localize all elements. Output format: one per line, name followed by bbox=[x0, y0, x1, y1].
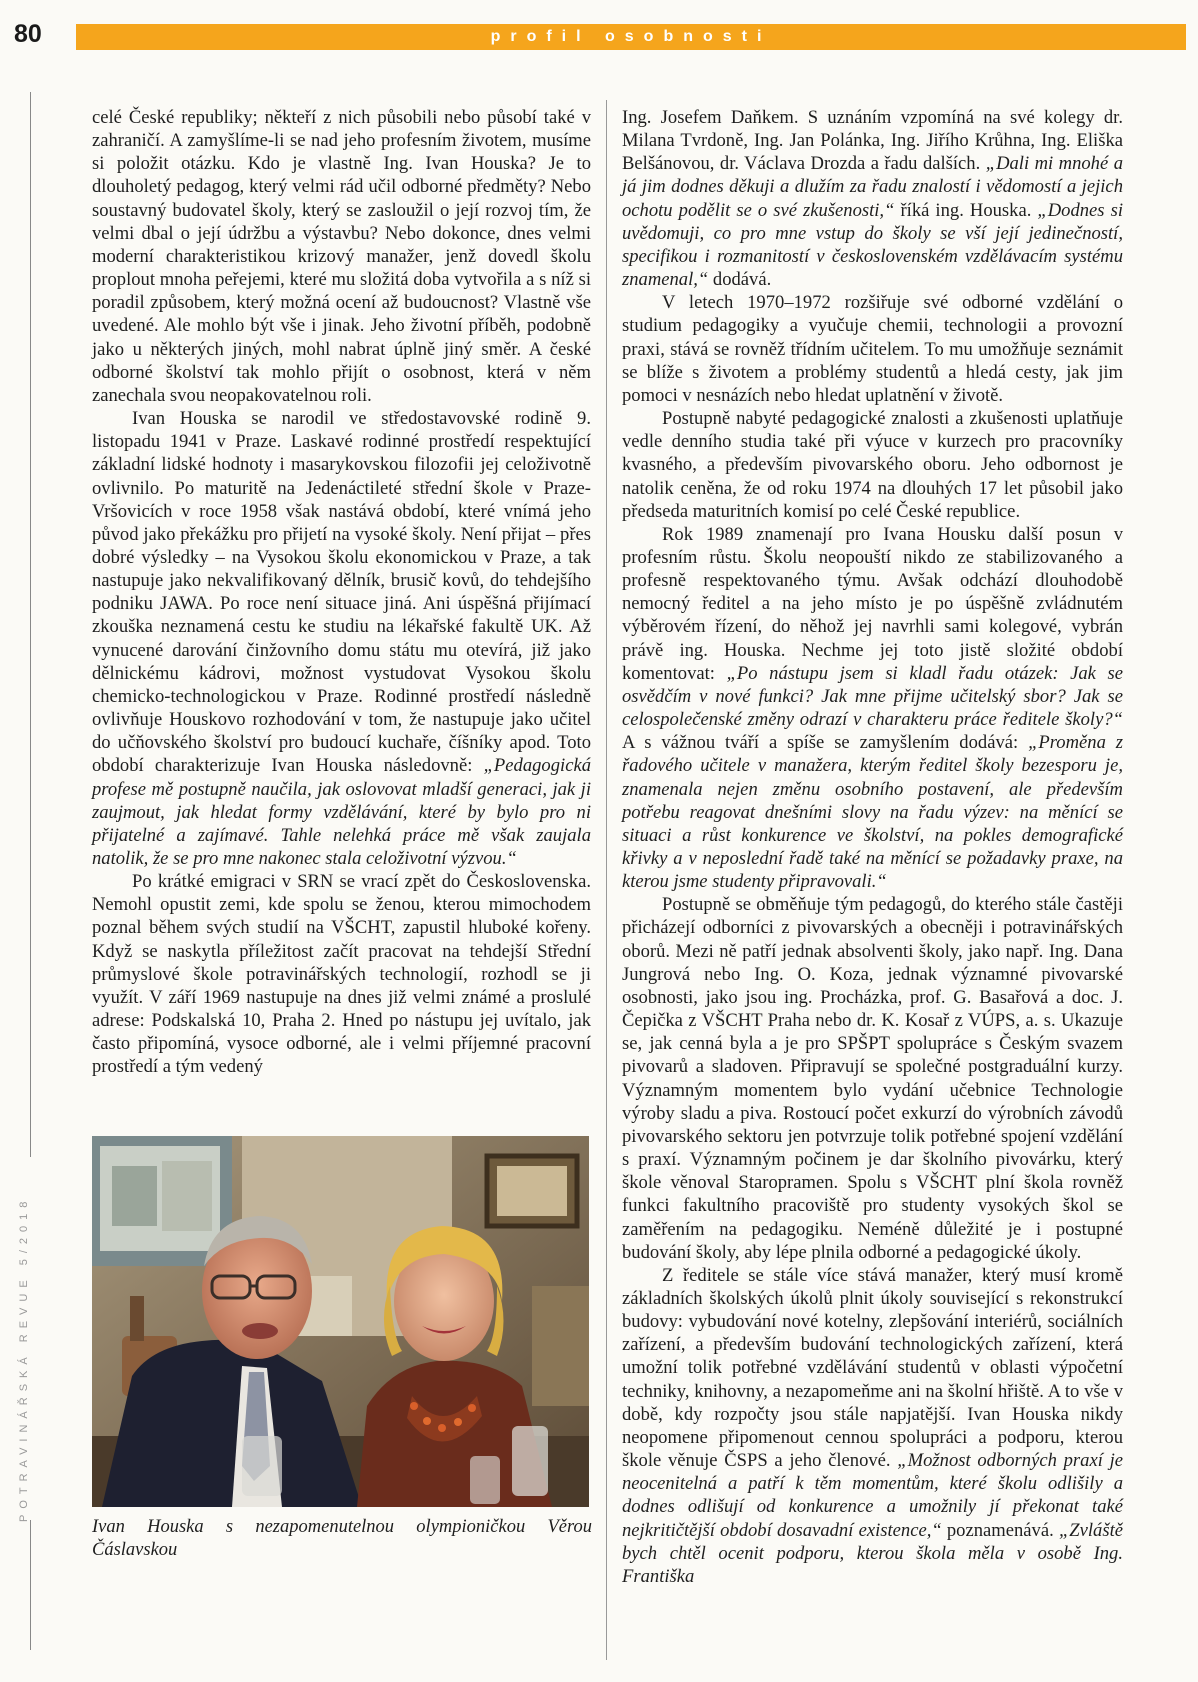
paragraph: V letech 1970–1972 rozšiřuje své odborné vzdělání o studium pedagogiky a vyučuje chemii, technologii a provozní praxi, stává se rovněž třídním učitelem. To mu umožňuje seznámit se blíže s životem a problémy studentů a hledá cesty, jak jim pomoci v nesnázích nebo hledat uplatnění v životě. bbox=[622, 292, 1123, 406]
paragraph-text: Z ředitele se stále více stává manažer, který musí kromě základních školských úkolů plnit úkoly související s rekonstrukcí budovy: vybudování nové kotelny, zlepšování interiérů, sociálních zařízení, a především budování technologických zařízení, která umožní tolik potřebné vzdělávání studentů v oblasti výpočetní techniky, knihovny, a nezapomeňme ani na školní hřiště. A to vše v době, kdy rozpočty jsou stále napjatější. Ivan Houska nikdy neopomene připomenout cennou spolupráci a podporu, kterou škole věnuje ČSPS a jeho členové. bbox=[622, 1264, 1123, 1472]
column-divider bbox=[606, 100, 607, 1660]
paragraph: Po krátké emigraci v SRN se vrací zpět do Československa. Nemohl opustit zemi, kde spolu se ženou, kterou mimochodem poznal během svých studií na VŠCHT, zapustil hluboké kořeny. Když se naskytla příležitost začít pracovat na tehdejší Střední průmyslové škole potravinářských technologií, rozhodl se ji využít. V září 1969 nastupuje na dnes již velmi známé a proslulé adrese: Podskalská 10, Praha 2. Hned po nástupu jej uvítalo, jak často připomíná, vysoce odborné, ale i velmi příjemné pracovní prostředí a tým vedený bbox=[92, 871, 591, 1078]
magazine-issue-label: POTRAVINÁŘSKÁ REVUE 5/2018 bbox=[18, 1195, 30, 1522]
paragraph bbox=[92, 407, 591, 870]
paragraph-text: poznamenává. bbox=[941, 1519, 1059, 1541]
quote: „Dodnes si uvědomuji, co pro mne vstup do školy se vší její jedinečností, specifikou i rozmanitostí v československém vzdělávacím systému znamenal,“ bbox=[622, 199, 1123, 291]
paragraph-text: A s vážnou tváří a spíše se zamyšlením dodává: bbox=[622, 732, 1029, 754]
article-column-right bbox=[622, 106, 1123, 1588]
paragraph-text: říká ing. Houska. bbox=[894, 199, 1038, 221]
paragraph bbox=[622, 1264, 1123, 1588]
page-number: 80 bbox=[14, 20, 42, 48]
photo-caption: Ivan Houska s nezapomenutelnou olympioničkou Věrou Čáslavskou bbox=[92, 1517, 592, 1560]
photo-houska-caslavska bbox=[92, 1136, 589, 1507]
quote: „Po nástupu jsem si kladl řadu otázek: Jak se osvědčím v nové funkci? Jak mne přijme učitelský sbor? Jak se celospolečenské změny odrazí v charakteru práce ředitele školy?“ bbox=[622, 662, 1124, 731]
paragraph: Postupně nabyté pedagogické znalosti a zkušenosti uplatňuje vedle denního studia také při výuce v kurzech pro pracovníky kvasného, a především pivovarského oboru. Jeho odbornost je natolik ceněna, že od roku 1974 na dlouhých 17 let působil jako předseda maturitních komisí po celé České republice. bbox=[622, 408, 1123, 522]
quote: „Možnost odborných praxí je neocenitelná a patří k těm momentům, které školu odlišily a dodnes odlišují od konkurence a umožnily jí překonat také nejkritičtější období dosavadní existence,“ bbox=[622, 1450, 1124, 1541]
paragraph-text: Rok 1989 znamenají pro Ivana Housku další posun v profesním růstu. Školu neopouští nikdo ze stabilizovaného a profesně respektovaného týmu. Avšak odchází dlouhodobě nemocný ředitel a na jeho místo je po úspěšně zvládnutém výběrovém řízení, do něhož jej navrhli sami kolegové, vybrán právě ing. Houska. Nechme jej toto jistě složité období komentovat: bbox=[622, 523, 1123, 684]
paragraph: Postupně se obměňuje tým pedagogů, do kterého stále častěji přicházejí odborníci z pivovarských a obecněji i potravinářských oborů. Mezi ně patří jednak absolventi školy, jako např. Ing. Dana Jungrová nebo Ing. O. Koza, jednak významné pivovarské osobnosti, jako jsou ing. Procházka, prof. G. Basařová a doc. J. Čepička z VŠCHT Praha nebo dr. K. Kosař z VÚPS, a. s. Ukazuje se, jak cenná byla a je pro SPŠPT spolupráce s Českým svazem pivovarů a sladoven. Připravují se společné postgraduální kurzy. Významným momentem bylo vydání učebnice Technologie výroby sladu a piva. Rostoucí počet exkurzí do výrobních závodů pivovarského sektoru jen potvrzuje tolik potřebné spojení vzdělání s praxí. Významným počinem je dar školního pivovárku, který škole věnoval Staropramen. Spolu s VŠCHT plní škola rovněž funkci fakultního pracoviště pro studenty vysokých škol se zaměřením na pedagogiku. Neméně důležité je i postupné budování školy, aby lépe plnila odborné a pedagogické úkoly. bbox=[622, 894, 1123, 1263]
paragraph bbox=[622, 523, 1123, 894]
quote: „Dali mi mnohé a já jim dodnes děkuji a dlužím za řadu znalostí i vědomostí a jejich ochotu podělit se o své zkušenosti,“ bbox=[622, 153, 1123, 221]
paragraph-text: Ivan Houska se narodil ve středostavovské rodině 9. listopadu 1941 v Praze. Laskavé rodinné prostředí respektující základní lidské hodnoty i masarykovskou filozofii jej celoživotně ovlivnilo. Po maturitě na Jedenáctileté střední škole v Praze-Vršovicích v roce 1958 však nastává období, které vnímá jeho původ jako překážku pro přijetí na vysoké školy. Není přijat – přes dobré výsledky – na Vysokou školu ekonomickou v Praze, a tak nastupuje jako nekvalifikovaný dělník, brusič kovů, do tehdejšího podniku JAWA. Po roce není situace jiná. Ani úspěšná přijímací zkouška neznamená cestu ke studiu na lékařské fakultě UK. Až vynucené darování činžovního domu státu mu otevírá, již jako dělnickému kádrovi, možnost vystudovat Vysokou školu chemicko-technologickou v Praze. Rodinné prostředí následně ovlivňuje Houskovo rozhodování v tom, že nastupuje jako učitel do učňovského školství pro budoucí kuchaře, číšníky apod. Toto období charakterizuje Ivan Houska následovně: bbox=[92, 408, 591, 777]
side-rule bbox=[30, 92, 31, 1157]
quote: „Zvláště bych chtěl ocenit podporu, kterou škola měla v osobě Ing. Františka bbox=[622, 1519, 1123, 1587]
article-column-left bbox=[92, 106, 591, 1079]
paragraph-text: dodává. bbox=[708, 269, 772, 291]
side-rule bbox=[30, 1520, 31, 1650]
section-banner: profil osobnosti bbox=[76, 24, 1186, 50]
quote: „Pedagogická profese mě postupně naučila, jak oslovovat mladší generaci, jak ji zaujmout, jak hledat formy vzdělávání, které by bylo pro ni přijatelné a zajímavé. Tahle nelehká práce mě však zaujala natolik, že se pro mne nakonec stala celoživotní výzvou.“ bbox=[92, 755, 591, 869]
paragraph: celé České republiky; někteří z nich působili nebo působí také v zahraničí. A zamyšlíme-li se nad jeho profesním životem, musíme si položit otázku. Kdo je vlastně Ing. Ivan Houska? Je to dlouholetý pedagog, který velmi rád učil odborné předměty? Nebo soustavný budovatel školy, který se zasloužil o její rozvoj tím, že velmi dbal o její údržbu a výstavbu? Nebo dokonce, dnes velmi moderní charakteristikou krizový manažer, jenž dovedl školu proplout mnoha peřejemi, které mu složitá doba vytvořila a s níž si poradil způsobem, který možná ocení až budoucnost? Vlastně vše uvedené. Ale mohlo být vše i jinak. Jeho životní příběh, podobně jako u některých jiných, mohl nabrat úplně jiný směr. A české odborné školství tak mohlo přijít o osobnost, která v něm zanechala svou neopakovatelnou roli. bbox=[92, 107, 591, 406]
paragraph-text: Ing. Josefem Daňkem. S uznáním vzpomíná na své kolegy dr. Milana Tvrdoně, Ing. Jan Polánka, Ing. Jiřího Krůhna, Ing. Eliška Belšánovou, dr. Václava Drozda a řadu dalších. bbox=[622, 107, 1123, 175]
quote: „Proměna z řadového učitele v manažera, kterým ředitel školy bezesporu je, znamenala nejen změnu osobního postavení, ale především potřebu reagovat dnešními slovy na řadu výzev: na měnící se situaci a růst konkurence ve školství, na pokles demografické křivky a v neposlední řadě také na měnící se požadavky praxe, na kterou jsme studenty připravovali.“ bbox=[622, 732, 1124, 893]
paragraph bbox=[622, 106, 1123, 291]
